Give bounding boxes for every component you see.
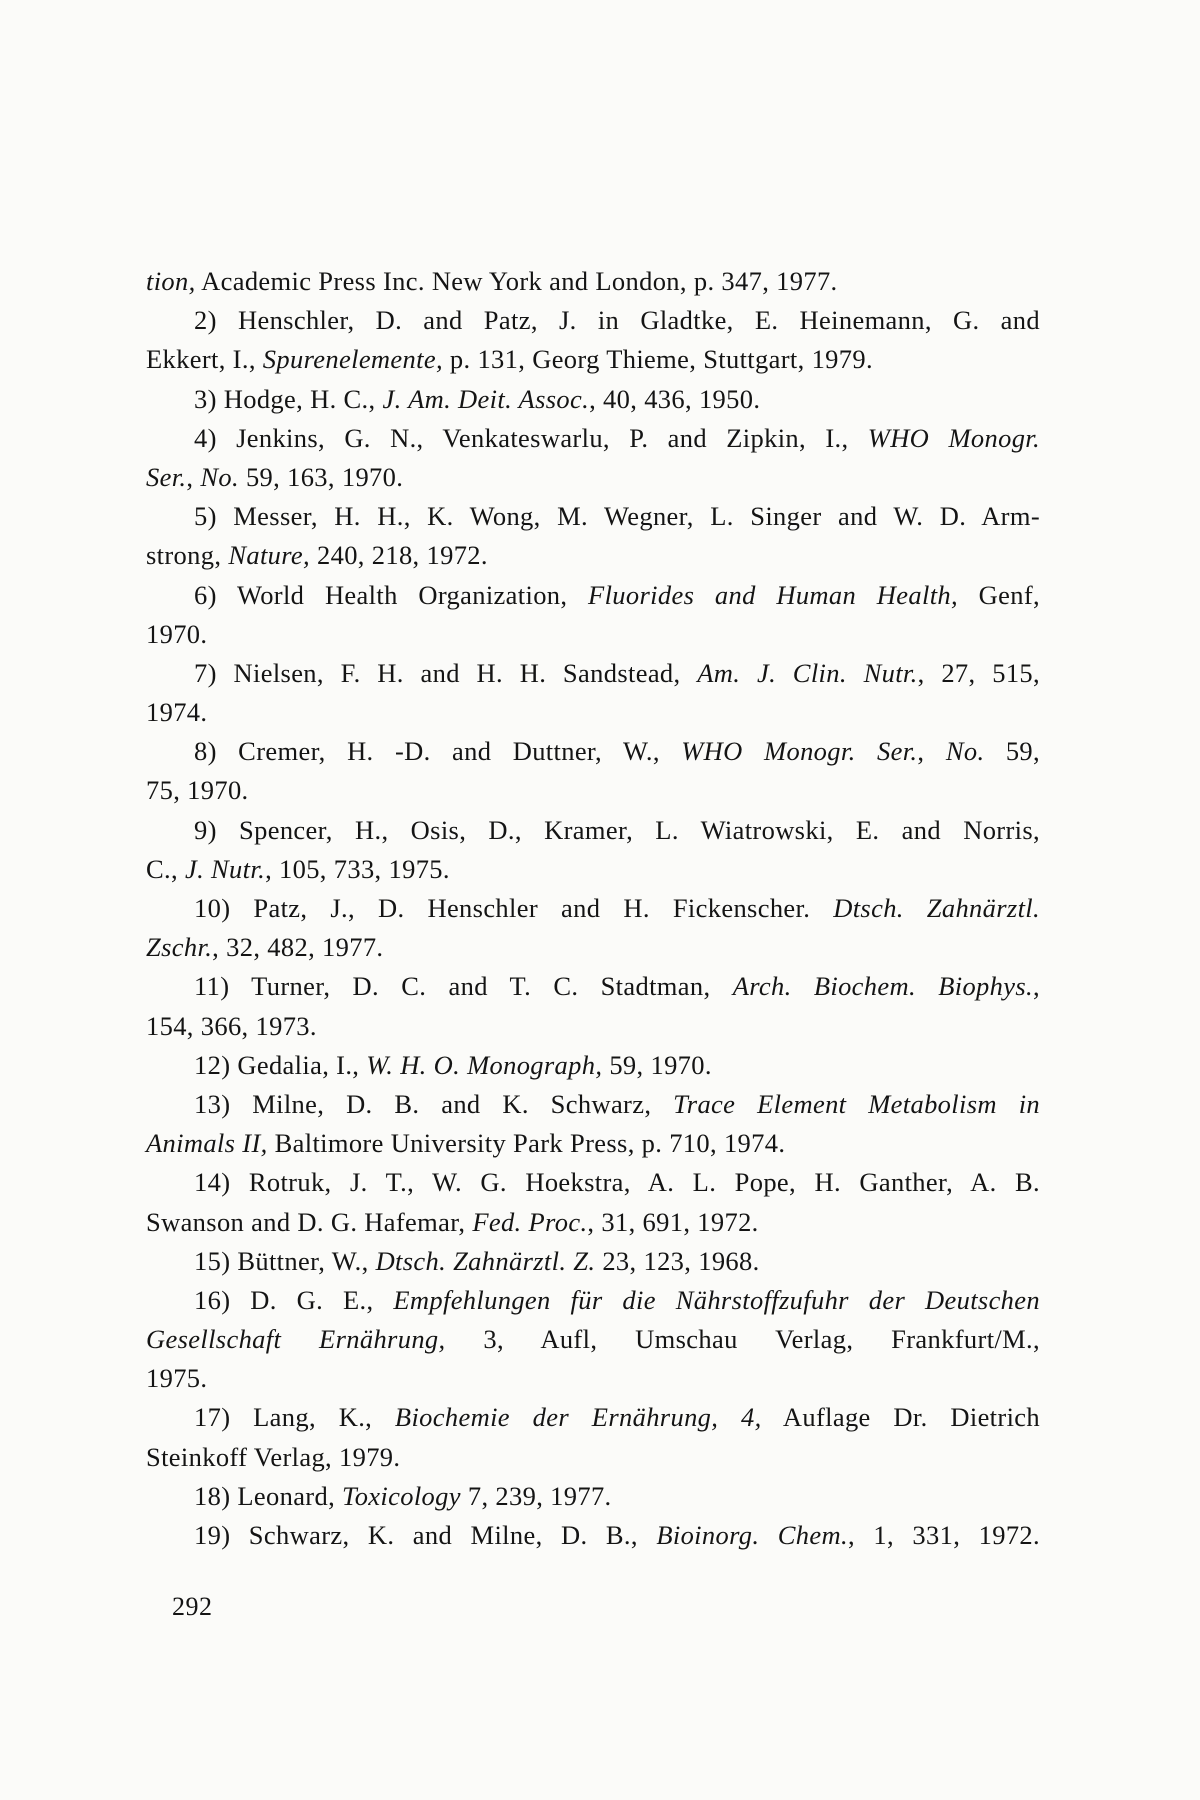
ref-5-line-1 [146,497,1040,536]
reference-text: , [1033,971,1040,1002]
reference-text: 18) Leonard, [194,1480,343,1511]
ref-11-line-2 [146,1007,1040,1046]
reference-italic-text: Zschr. [146,932,213,963]
reference-text: 23, 123, 1968. [595,1245,760,1276]
reference-italic-text: Am. J. Clin. Nutr. [697,657,918,688]
ref-10-line-1 [146,889,1040,928]
reference-text: 17) Lang, K., [194,1402,395,1433]
ref-4-line-1 [146,419,1040,458]
reference-italic-text: J. Am. Deit. Assoc. [382,383,590,414]
reference-text: , 105, 733, 1975. [265,853,450,884]
ref-7-line-2 [146,693,1040,732]
ref-11-line-1 [146,967,1040,1006]
reference-italic-text: Gesellschaft Ernährung, [146,1324,446,1355]
reference-text: 1975. [146,1363,208,1394]
ref-2-line-2 [146,340,1040,379]
reference-italic-text: Spurenelemente, [262,344,443,375]
ref-6-line-1 [146,576,1040,615]
reference-text: 1970. [146,618,208,649]
reference-italic-text: Ser. [146,461,187,492]
reference-text: 11) Turner, D. C. and T. C. Stadtman, [194,971,733,1002]
reference-text: 59, [984,736,1041,767]
reference-italic-text: Dtsch. Zahnärztl. Z. [375,1245,596,1276]
reference-text: Swanson and D. G. Hafemar, [146,1206,473,1237]
reference-italic-text: WHO Monogr. [867,422,1041,453]
reference-text: 19) Schwarz, K. and Milne, D. B., [194,1520,657,1550]
reference-italic-text: Trace Element Metabolism in [673,1088,1041,1119]
reference-text: Academic Press Inc. New York and London, p. 347, 1977. [195,266,838,296]
reference-text: 3) Hodge, H. C., [194,383,383,414]
ref-17-line-1 [146,1398,1040,1437]
reference-text: , 27, 515, [917,657,1041,688]
reference-italic-text: tion, [146,266,196,296]
ref-6-line-2 [146,615,1040,654]
ref-16-line-2 [146,1320,1040,1359]
ref-line-tion [146,262,1040,301]
reference-text: 16) D. G. E., [194,1284,394,1315]
reference-text: , 40, 436, 1950. [589,383,761,414]
reference-text: 8) Cremer, H. -D. and Duttner, W., [194,736,682,767]
reference-text: , [917,736,946,767]
reference-italic-text: Bioinorg. Chem. [656,1520,848,1550]
reference-italic-text: WHO Monogr. Ser. [681,736,918,767]
reference-text: 3, Aufl, Umschau Verlag, Frankfurt/M., [445,1324,1040,1355]
page-number: 292 [172,1592,213,1621]
reference-text: 2) Henschler, D. and Patz, J. in Gladtke, E. Heinemann, G. and [194,305,1040,336]
ref-12-line-1 [146,1046,1040,1085]
ref-2-line-1 [146,301,1040,340]
reference-italic-text: No. [945,736,985,767]
reference-text: 75, 1970. [146,775,249,806]
reference-text: 240, 218, 1972. [310,540,488,571]
ref-15-line-1 [146,1242,1040,1281]
reference-text: , 31, 691, 1972. [587,1206,759,1237]
reference-text: , 1, 331, 1972. [847,1520,1040,1550]
reference-text: 12) Gedalia, I., [194,1049,367,1080]
reference-text: 1974. [146,697,208,728]
reference-text: strong, [146,540,229,571]
reference-italic-text: No. [200,461,239,492]
reference-italic-text: Fluorides and Human Health, [588,579,958,610]
reference-list [146,262,1040,1555]
reference-text: 59, 163, 1970. [238,461,404,492]
reference-text: Steinkoff Verlag, 1979. [146,1441,401,1472]
reference-text: Baltimore University Park Press, p. 710, 1974. [267,1128,786,1159]
ref-17-line-2 [146,1438,1040,1477]
ref-19-line-1 [146,1516,1040,1555]
reference-italic-text: J. Nutr. [184,853,266,884]
ref-18-line-1 [146,1477,1040,1516]
reference-italic-text: Animals II, [146,1128,268,1159]
reference-text: 9) Spencer, H., Osis, D., Kramer, L. Wiatrowski, E. and Norris, [194,814,1040,845]
reference-italic-text: W. H. O. Monograph, [366,1049,603,1080]
reference-text: 13) Milne, D. B. and K. Schwarz, [194,1088,674,1119]
ref-5-line-2 [146,536,1040,575]
ref-16-line-1 [146,1281,1040,1320]
reference-text: 15) Büttner, W., [194,1245,376,1276]
reference-italic-text: Dtsch. Zahnärztl. [833,893,1040,923]
ref-9-line-1 [146,811,1040,850]
reference-text: Auflage Dr. Dietrich [761,1402,1040,1433]
reference-italic-text: Nature, [228,540,311,571]
reference-text: Ekkert, I., [146,344,263,375]
ref-10-line-2 [146,928,1040,967]
ref-14-line-1 [146,1163,1040,1202]
reference-text: Genf, [957,579,1040,610]
ref-4-line-2 [146,458,1040,497]
reference-text: 14) Rotruk, J. T., W. G. Hoekstra, A. L. Pope, H. Ganther, A. B. [194,1167,1040,1198]
ref-3-line-1 [146,380,1040,419]
reference-text: , [186,461,201,492]
reference-text: C., [146,853,185,884]
reference-italic-text: Biochemie der Ernährung, 4, [394,1402,762,1433]
reference-italic-text: Toxicology [342,1480,461,1511]
ref-9-line-2 [146,850,1040,889]
reference-text: 59, 1970. [602,1049,712,1080]
reference-text: 7) Nielsen, F. H. and H. H. Sandstead, [194,657,698,688]
reference-text: p. 131, Georg Thieme, Stuttgart, 1979. [442,344,873,375]
ref-16-line-3 [146,1359,1040,1398]
ref-7-line-1 [146,654,1040,693]
reference-text: 5) Messer, H. H., K. Wong, M. Wegner, L. Singer and W. D. Arm- [194,501,1040,532]
ref-13-line-2 [146,1124,1040,1163]
reference-italic-text: Fed. Proc. [472,1206,588,1237]
reference-text: 10) Patz, J., D. Henschler and H. Fickenscher. [194,893,834,923]
reference-italic-text: Empfehlungen für die Nährstoffzufuhr der Deutschen [393,1284,1040,1315]
reference-italic-text: Arch. Biochem. Biophys. [732,971,1033,1002]
reference-text: 154, 366, 1973. [146,1010,317,1041]
ref-14-line-2 [146,1203,1040,1242]
ref-8-line-1 [146,732,1040,771]
ref-8-line-2 [146,771,1040,810]
ref-13-line-1 [146,1085,1040,1124]
reference-text: 7, 239, 1977. [460,1480,612,1511]
reference-text: , 32, 482, 1977. [212,932,384,963]
reference-text: 6) World Health Organization, [194,579,589,610]
reference-text: 4) Jenkins, G. N., Venkateswarlu, P. and Zipkin, I., [194,422,868,453]
